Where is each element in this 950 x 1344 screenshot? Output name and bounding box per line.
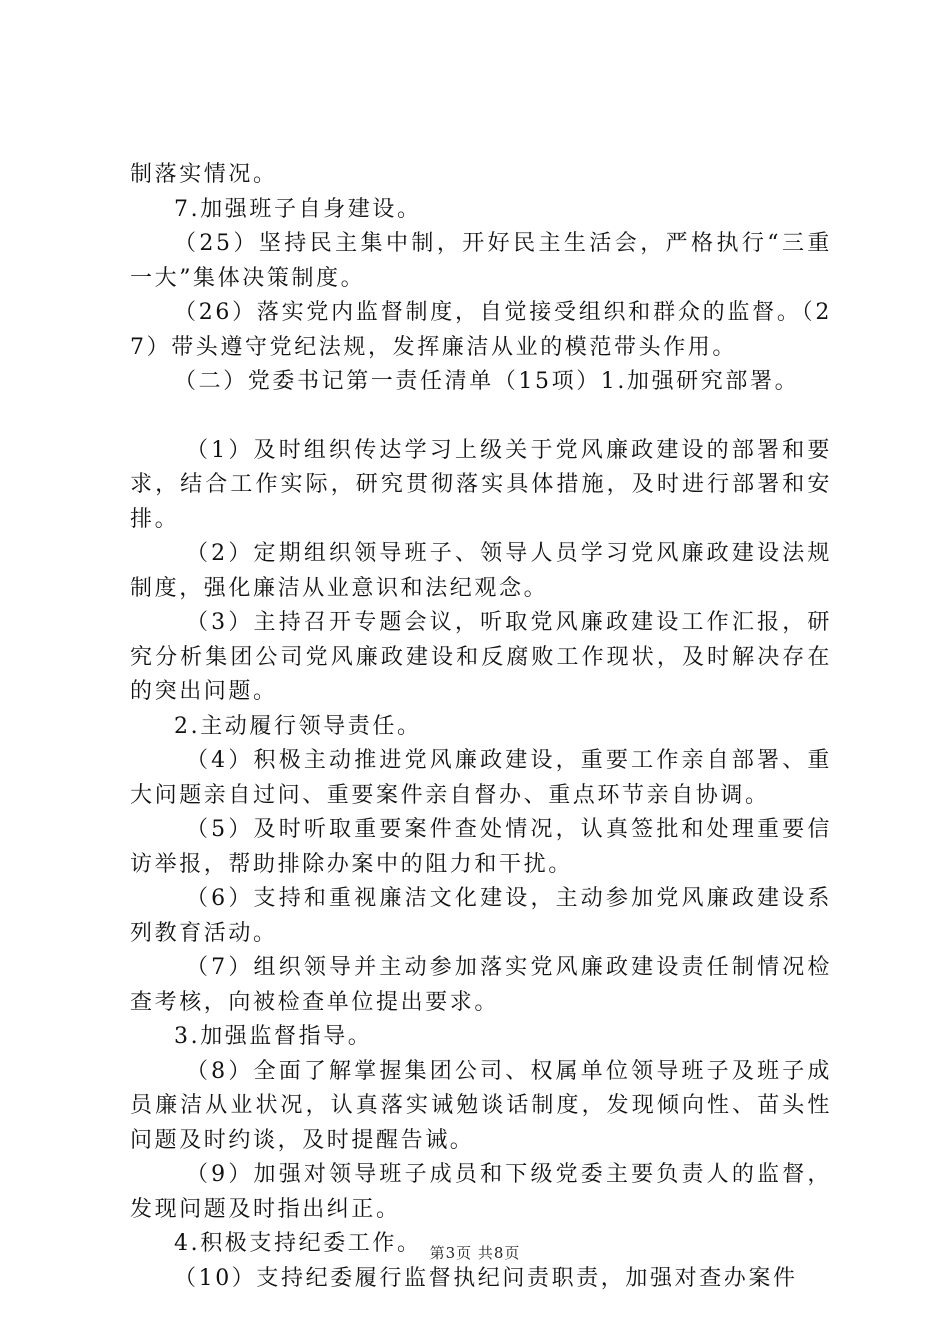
paragraph-item-9: （9）加强对领导班子成员和下级党委主要负责人的监督，发现问题及时指出纠正。 bbox=[130, 1162, 832, 1222]
paragraph-continuation: 制落实情况。 bbox=[130, 162, 278, 187]
paragraph-item-3: （3）主持召开专题会议，听取党风廉政建设工作汇报，研究分析集团公司党风廉政建设和反腐败工作现状，及时解决存在的突出问题。 bbox=[130, 610, 832, 704]
paragraph-item-26-27: （26）落实党内监督制度，自觉接受组织和群众的监督。（27）带头遵守党纪法规，发挥廉洁从业的模范带头作用。 bbox=[130, 300, 832, 360]
paragraph-item-25: （25）坚持民主集中制，开好民主生活会，严格执行“三重一大”集体决策制度。 bbox=[130, 231, 832, 291]
paragraph-item-5: （5）及时听取重要案件查处情况，认真签批和处理重要信访举报，帮助排除办案中的阻力和干扰。 bbox=[130, 817, 832, 877]
document-body bbox=[130, 158, 832, 1296]
paragraph-item-7: （7）组织领导并主动参加落实党风廉政建设责任制情况检查考核，向被检查单位提出要求。 bbox=[130, 955, 832, 1015]
section-heading-2: 2.主动履行领导责任。 bbox=[174, 713, 422, 739]
page-number-footer: 第3页 共8页 bbox=[429, 1244, 521, 1262]
section-heading-3: 3.加强监督指导。 bbox=[174, 1024, 373, 1049]
paragraph-item-4: （4）积极主动推进党风廉政建设，重要工作亲自部署、重大问题亲自过问、重要案件亲自督办、重点环节亲自协调。 bbox=[130, 748, 832, 808]
section-heading-7: 7.加强班子自身建设。 bbox=[174, 196, 422, 222]
paragraph-item-6: （6）支持和重视廉洁文化建设，主动参加党风廉政建设系列教育活动。 bbox=[130, 886, 832, 946]
paragraph-item-1: （1）及时组织传达学习上级关于党风廉政建设的部署和要求，结合工作实际，研究贯彻落实具体措施，及时进行部署和安排。 bbox=[130, 437, 832, 532]
section-heading-secretary-list: （二）党委书记第一责任清单（15项）1.加强研究部署。 bbox=[174, 369, 800, 394]
paragraph-item-10: （10）支持纪委履行监督执纪问责职责，加强对查办案件 bbox=[174, 1265, 798, 1291]
section-heading-4: 4.积极支持纪委工作。 bbox=[174, 1231, 422, 1256]
paragraph-item-8: （8）全面了解掌握集团公司、权属单位领导班子及班子成员廉洁从业状况，认真落实诫勉谈话制度，发现倾向性、苗头性问题及时约谈，及时提醒告诫。 bbox=[130, 1058, 832, 1153]
paragraph-item-2: （2）定期组织领导班子、领导人员学习党风廉政建设法规制度，强化廉洁从业意识和法纪观念。 bbox=[130, 541, 832, 601]
